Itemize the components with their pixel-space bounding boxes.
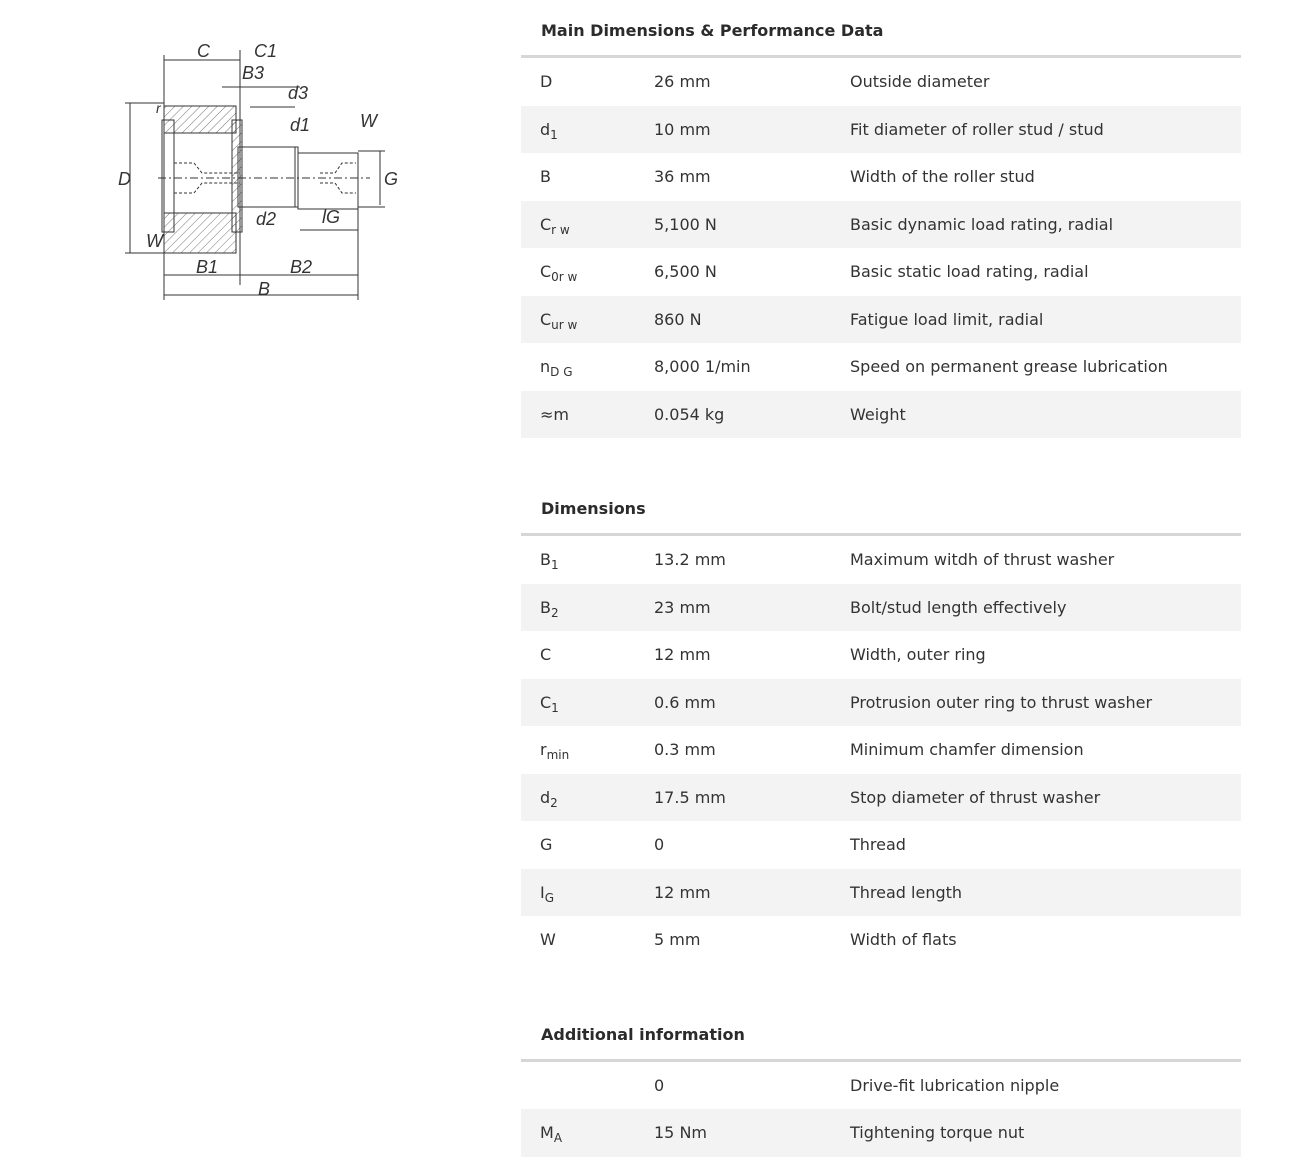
symbol: C	[540, 214, 552, 234]
table-row	[521, 679, 1241, 727]
value-cell: 6,500 N	[654, 262, 717, 282]
drawing-label-b3: B3	[242, 63, 265, 83]
symbol: B	[540, 550, 551, 570]
symbol-cell	[521, 835, 654, 854]
symbol-subscript: r w	[551, 222, 570, 237]
section-title: Main Dimensions & Performance Data	[521, 0, 1241, 58]
table-row	[521, 201, 1241, 249]
symbol-subscript: D G	[550, 365, 573, 380]
symbol-subscript: 0r w	[551, 270, 578, 285]
outer-ring-top	[164, 106, 236, 133]
value-cell: 0.054 kg	[654, 404, 725, 424]
value-cell: 10 mm	[654, 119, 711, 139]
description-cell: Width of flats	[850, 930, 957, 950]
table-row	[521, 1109, 1241, 1157]
drawing-label-d2: d2	[256, 209, 277, 229]
value-cell: 13.2 mm	[654, 550, 726, 570]
value-cell: 0	[654, 835, 665, 855]
symbol: G	[540, 835, 553, 855]
table-row	[521, 916, 1241, 964]
drawing-label-d3-text: d3	[288, 83, 309, 103]
section-main-dimensions	[521, 0, 1241, 438]
drawing-label-d1: d1	[290, 115, 311, 135]
description-cell: Fit diameter of roller stud / stud	[850, 119, 1104, 139]
section-additional-information	[521, 1004, 1241, 1157]
description-cell: Maximum witdh of thrust washer	[850, 550, 1115, 570]
drawing-label-b1: B1	[196, 257, 219, 277]
symbol: C	[540, 309, 552, 329]
specification-tables	[521, 0, 1241, 1157]
symbol-cell	[521, 882, 654, 905]
drawing-label-g: G	[384, 169, 399, 189]
symbol-subscript: ur w	[551, 317, 578, 332]
description-cell: Drive-fit lubrication nipple	[850, 1075, 1060, 1095]
symbol: W	[540, 930, 556, 950]
symbol-subscript: 2	[550, 795, 558, 810]
description-cell: Outside diameter	[850, 72, 990, 92]
outer-ring-bottom	[164, 213, 236, 253]
value-cell: 0	[654, 1075, 665, 1095]
symbol-subscript: 1	[550, 558, 559, 573]
table-row	[521, 391, 1241, 439]
description-cell: Width of the roller stud	[850, 167, 1035, 187]
symbol-cell	[521, 357, 654, 380]
symbol-subscript: G	[544, 890, 555, 905]
table-row	[521, 631, 1241, 679]
symbol-cell	[521, 645, 654, 664]
drawing-label-r: r	[156, 100, 161, 116]
description-cell: Speed on permanent grease lubrication	[850, 357, 1168, 377]
symbol-cell	[521, 119, 654, 142]
description-cell: Thread length	[850, 882, 963, 902]
symbol-subscript: A	[553, 1131, 563, 1146]
value-cell: 5,100 N	[654, 214, 717, 234]
table-row	[521, 821, 1241, 869]
description-cell: Basic static load rating, radial	[850, 262, 1089, 282]
description-cell: Weight	[850, 404, 906, 424]
symbol: r	[540, 740, 547, 760]
section-title: Additional information	[521, 1004, 1241, 1062]
symbol-cell	[521, 262, 654, 285]
description-cell: Stop diameter of thrust washer	[850, 787, 1101, 807]
symbol: d	[540, 119, 551, 139]
table-row	[521, 296, 1241, 344]
value-cell: 5 mm	[654, 930, 701, 950]
symbol-cell	[521, 1123, 654, 1146]
bearing-technical-drawing	[110, 35, 430, 315]
drawing-label-w-top: W	[360, 111, 377, 131]
table-row	[521, 536, 1241, 584]
description-cell: Bolt/stud length effectively	[850, 597, 1067, 617]
value-cell: 15 Nm	[654, 1123, 707, 1143]
symbol-subscript: 1	[551, 700, 559, 715]
value-cell: 12 mm	[654, 882, 711, 902]
value-cell: 26 mm	[654, 72, 711, 92]
symbol: M	[540, 1123, 554, 1143]
value-cell: 36 mm	[654, 167, 711, 187]
symbol-cell	[521, 72, 654, 91]
symbol-cell	[521, 930, 654, 949]
description-cell: Basic dynamic load rating, radial	[850, 214, 1114, 234]
value-cell: 8,000 1/min	[654, 357, 751, 377]
drawing-label-b: B	[258, 279, 271, 299]
description-cell: Minimum chamfer dimension	[850, 740, 1084, 760]
section-dimensions	[521, 478, 1241, 964]
table-row	[521, 248, 1241, 296]
symbol-cell	[521, 740, 654, 763]
symbol: B	[540, 597, 551, 617]
value-cell: 23 mm	[654, 597, 711, 617]
table-row	[521, 774, 1241, 822]
drawing-label-b2: B2	[290, 257, 313, 277]
symbol-cell	[521, 214, 654, 237]
description-cell: Fatigue load limit, radial	[850, 309, 1044, 329]
symbol-cell	[521, 787, 654, 810]
symbol: C	[540, 692, 552, 712]
symbol: C	[540, 645, 552, 665]
symbol-cell	[521, 692, 654, 715]
symbol: d	[540, 787, 551, 807]
table-row	[521, 1062, 1241, 1110]
drawing-label-d: D	[118, 169, 131, 189]
symbol-cell	[521, 167, 654, 186]
symbol: ≈m	[540, 404, 569, 424]
symbol-cell	[521, 405, 654, 424]
value-cell: 860 N	[654, 309, 702, 329]
symbol-cell	[521, 550, 654, 573]
description-cell: Tightening torque nut	[850, 1123, 1025, 1143]
value-cell: 0.3 mm	[654, 740, 716, 760]
symbol-cell	[521, 597, 654, 620]
table-row	[521, 106, 1241, 154]
drawing-label-lg: lG	[322, 207, 340, 227]
table-row	[521, 869, 1241, 917]
table-row	[521, 584, 1241, 632]
description-cell: Thread	[850, 835, 906, 855]
symbol-subscript: 2	[550, 605, 559, 620]
value-cell: 12 mm	[654, 645, 711, 665]
drawing-label-c1: C1	[254, 41, 278, 61]
description-cell: Width, outer ring	[850, 645, 986, 665]
symbol-subscript: min	[546, 748, 570, 763]
symbol: D	[540, 72, 553, 92]
table-row	[521, 726, 1241, 774]
symbol: I	[540, 882, 545, 902]
symbol: C	[540, 262, 552, 282]
value-cell: 17.5 mm	[654, 787, 726, 807]
symbol: B	[540, 167, 551, 187]
drawing-label-c: C	[197, 41, 210, 61]
table-row	[521, 58, 1241, 106]
symbol-cell	[521, 309, 654, 332]
description-cell: Protrusion outer ring to thrust washer	[850, 692, 1153, 712]
section-title: Dimensions	[521, 478, 1241, 536]
table-row	[521, 343, 1241, 391]
value-cell: 0.6 mm	[654, 692, 716, 712]
symbol-subscript: 1	[550, 127, 558, 142]
table-row	[521, 153, 1241, 201]
drawing-label-w-bottom: W	[146, 231, 163, 251]
symbol: n	[540, 357, 551, 377]
